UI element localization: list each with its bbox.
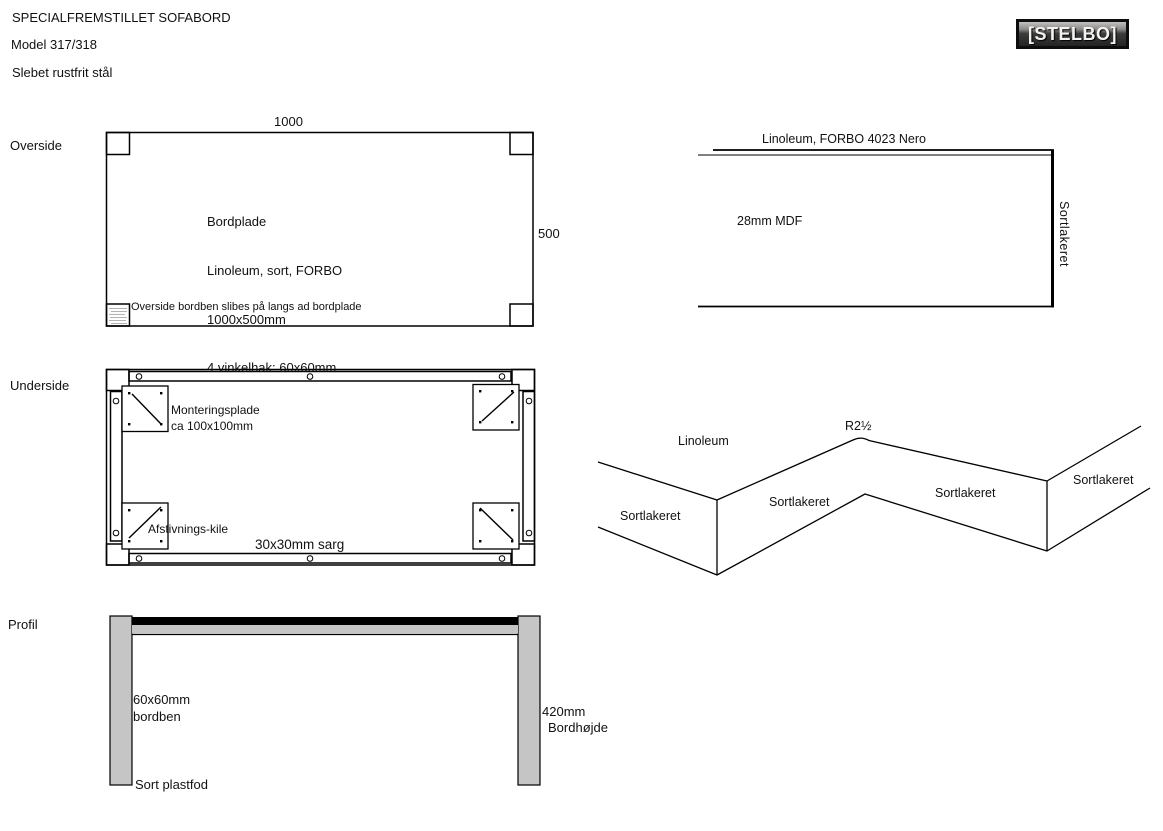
model-number: Model 317/318 xyxy=(11,37,98,52)
dimension-depth: 500 xyxy=(538,226,560,241)
leg-name-label: bordben xyxy=(133,709,181,724)
grinding-note: Overside bordben slibes på langs ad bordplade xyxy=(131,301,362,313)
apron-size-label: 30x30mm sarg xyxy=(255,537,345,552)
edge-finish-label: Sortlakeret xyxy=(1057,201,1071,267)
table-height-label: Bordhøjde xyxy=(548,720,608,735)
apron-bottom xyxy=(129,554,511,564)
material-note: Slebet rustfrit stål xyxy=(12,65,113,80)
corner-radius-label: R2½ xyxy=(845,419,872,433)
plastic-foot-label: Sort plastfod xyxy=(135,777,208,792)
corner-detail-drawing xyxy=(598,426,1150,575)
section-label-overside: Overside xyxy=(10,138,63,153)
corner-notch xyxy=(107,133,130,155)
table-leg xyxy=(518,616,540,785)
section-label-profil: Profil xyxy=(8,617,38,632)
spec-line: 1000x500mm xyxy=(207,311,286,327)
finish-label: Sortlakeret xyxy=(1073,473,1134,487)
corner-linoleum-label: Linoleum xyxy=(678,434,729,448)
corner-notch xyxy=(510,304,533,326)
bottom-edge-zigzag xyxy=(598,488,1150,575)
spec-line: Bordplade xyxy=(207,214,267,230)
sarg-bar xyxy=(132,625,518,634)
finish-label: Sortlakeret xyxy=(620,509,681,523)
corner-notch xyxy=(510,133,533,155)
spec-line: 4 vinkelhak: 60x60mm xyxy=(207,360,337,376)
apron-right xyxy=(523,392,535,542)
linoleum-top-bar xyxy=(132,617,518,625)
tabletop-spec-block xyxy=(207,182,342,409)
dimension-width: 1000 xyxy=(274,114,303,129)
stelbo-logo-text: [STELBO] xyxy=(1028,24,1117,44)
mounting-plate-size: ca 100x100mm xyxy=(171,419,254,433)
table-leg xyxy=(110,616,132,785)
mounting-plate-label: Monteringsplade xyxy=(171,403,260,417)
mdf-core-label: 28mm MDF xyxy=(737,214,803,228)
linoleum-type-label: Linoleum, FORBO 4023 Nero xyxy=(762,132,926,146)
stelbo-logo xyxy=(1016,19,1129,49)
apron-left xyxy=(111,392,123,542)
brushed-hatch xyxy=(109,309,127,324)
page-title: SPECIALFREMSTILLET SOFABORD xyxy=(12,10,231,25)
finish-label: Sortlakeret xyxy=(769,495,830,509)
edge-detail-drawing xyxy=(698,150,1054,308)
table-height-value: 420mm xyxy=(542,704,586,719)
stiffening-wedge-label: Afstivnings-kile xyxy=(148,522,229,536)
finish-label: Sortlakeret xyxy=(935,486,996,500)
leg-size-label: 60x60mm xyxy=(133,692,191,707)
section-label-underside: Underside xyxy=(10,378,70,393)
spec-line: Linoleum, sort, FORBO xyxy=(207,263,343,279)
